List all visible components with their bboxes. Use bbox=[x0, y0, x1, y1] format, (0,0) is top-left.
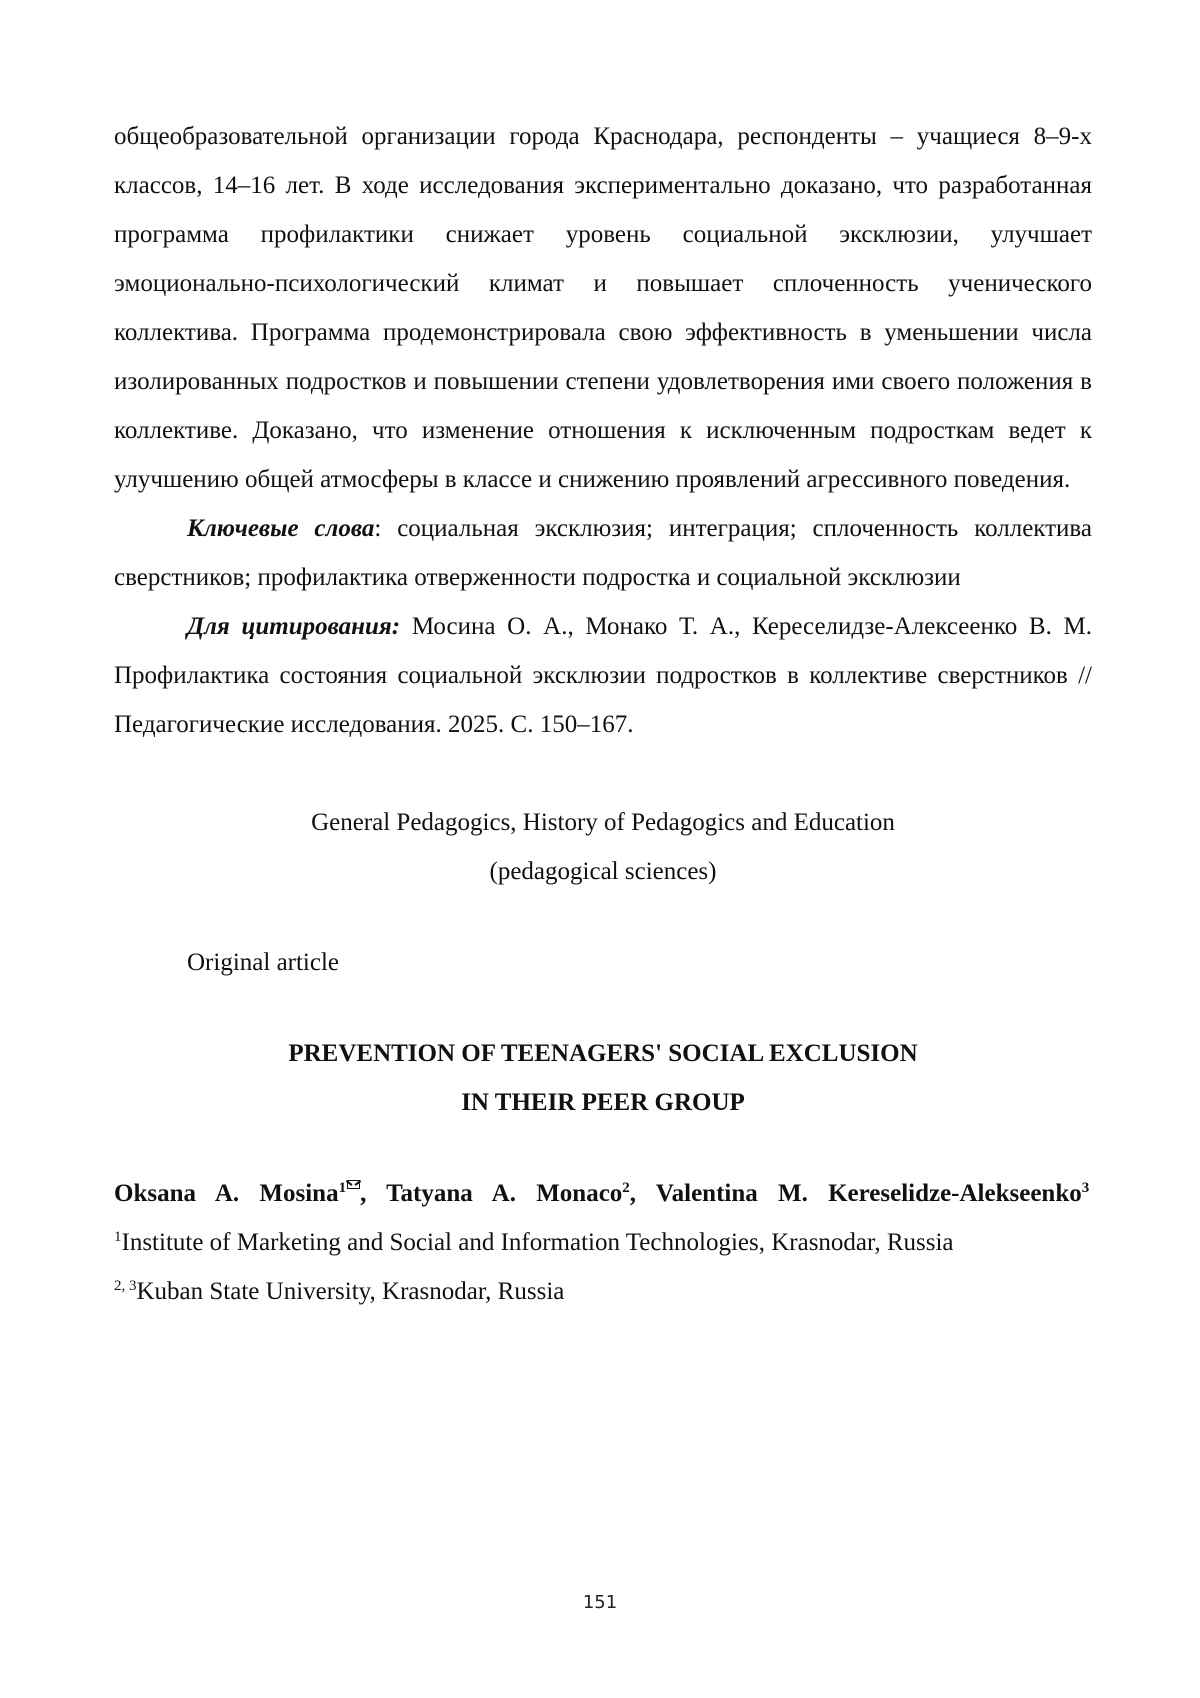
author-separator: , bbox=[629, 1180, 656, 1207]
author-2-sup: 2 bbox=[622, 1180, 630, 1196]
affiliation-2 bbox=[114, 1267, 1092, 1316]
affiliation-2-sup: 2, 3 bbox=[114, 1278, 137, 1294]
author-1-name: Oksana A. Mosina bbox=[114, 1180, 339, 1207]
author-2-name: Tatyana A. Monaco bbox=[386, 1180, 623, 1207]
keywords-label: Ключевые слова bbox=[187, 515, 375, 542]
citation bbox=[114, 602, 1092, 749]
affiliation-2-text: Kuban State University, Krasnodar, Russia bbox=[136, 1278, 565, 1305]
author-separator: , bbox=[360, 1180, 387, 1207]
page-content bbox=[114, 112, 1092, 1316]
mail-icon[interactable] bbox=[347, 1180, 360, 1189]
article-title-line-2: IN THEIR PEER GROUP bbox=[461, 1089, 745, 1116]
article-type: Original article bbox=[187, 949, 340, 976]
author-3-sup: 3 bbox=[1081, 1180, 1090, 1196]
keywords-text: : социальная эксклюзия; интеграция; сплоченность коллектива сверстников; профилактика отверженности подростка и социальной эксклюзии bbox=[114, 515, 1092, 591]
page-number: 151 bbox=[582, 1592, 618, 1613]
abstract-continuation: общеобразовательной организации города Краснодара, респонденты – учащиеся 8–9-х классов, 14–16 лет. В ходе исследования экспериментально доказано, что разработанная программа профилактики снижает уровень социальной эксклюзии, улучшает эмоционально-психологический климат и повышает сплоченность ученического коллектива. Программа продемонстрировала свою эффективность в уменьшении числа изолированных подростков и повышении степени удовлетворения ими своего положения в коллективе. Доказано, что изменение отношения к исключенным подросткам ведет к улучшению общей атмосферы в классе и снижению проявлений агрессивного поведения. bbox=[114, 123, 1092, 493]
section-line-1: General Pedagogics, History of Pedagogics and Education bbox=[311, 809, 895, 836]
keywords bbox=[114, 504, 1092, 602]
affiliation-1 bbox=[114, 1218, 1092, 1267]
article-title-line-1: PREVENTION OF TEENAGERS' SOCIAL EXCLUSION bbox=[288, 1040, 918, 1067]
citation-text: Мосина О. А., Монако Т. А., Кереселидзе-Алексеенко В. М. Профилактика состояния социальной эксклюзии подростков в коллективе сверстников // Педагогические исследования. 2025. С. 150–167. bbox=[114, 613, 1092, 738]
author-3-name: Valentina M. Kereselidze-Alekseenko bbox=[655, 1180, 1082, 1207]
affiliation-1-sup: 1 bbox=[114, 1229, 122, 1245]
section-line-2: (pedagogical sciences) bbox=[489, 858, 717, 885]
author-1-sup: 1 bbox=[338, 1180, 347, 1196]
citation-label: Для цитирования: bbox=[187, 613, 401, 640]
author-list bbox=[114, 1169, 1092, 1218]
affiliation-1-text: Institute of Marketing and Social and Information Technologies, Krasnodar, Russia bbox=[121, 1229, 954, 1256]
